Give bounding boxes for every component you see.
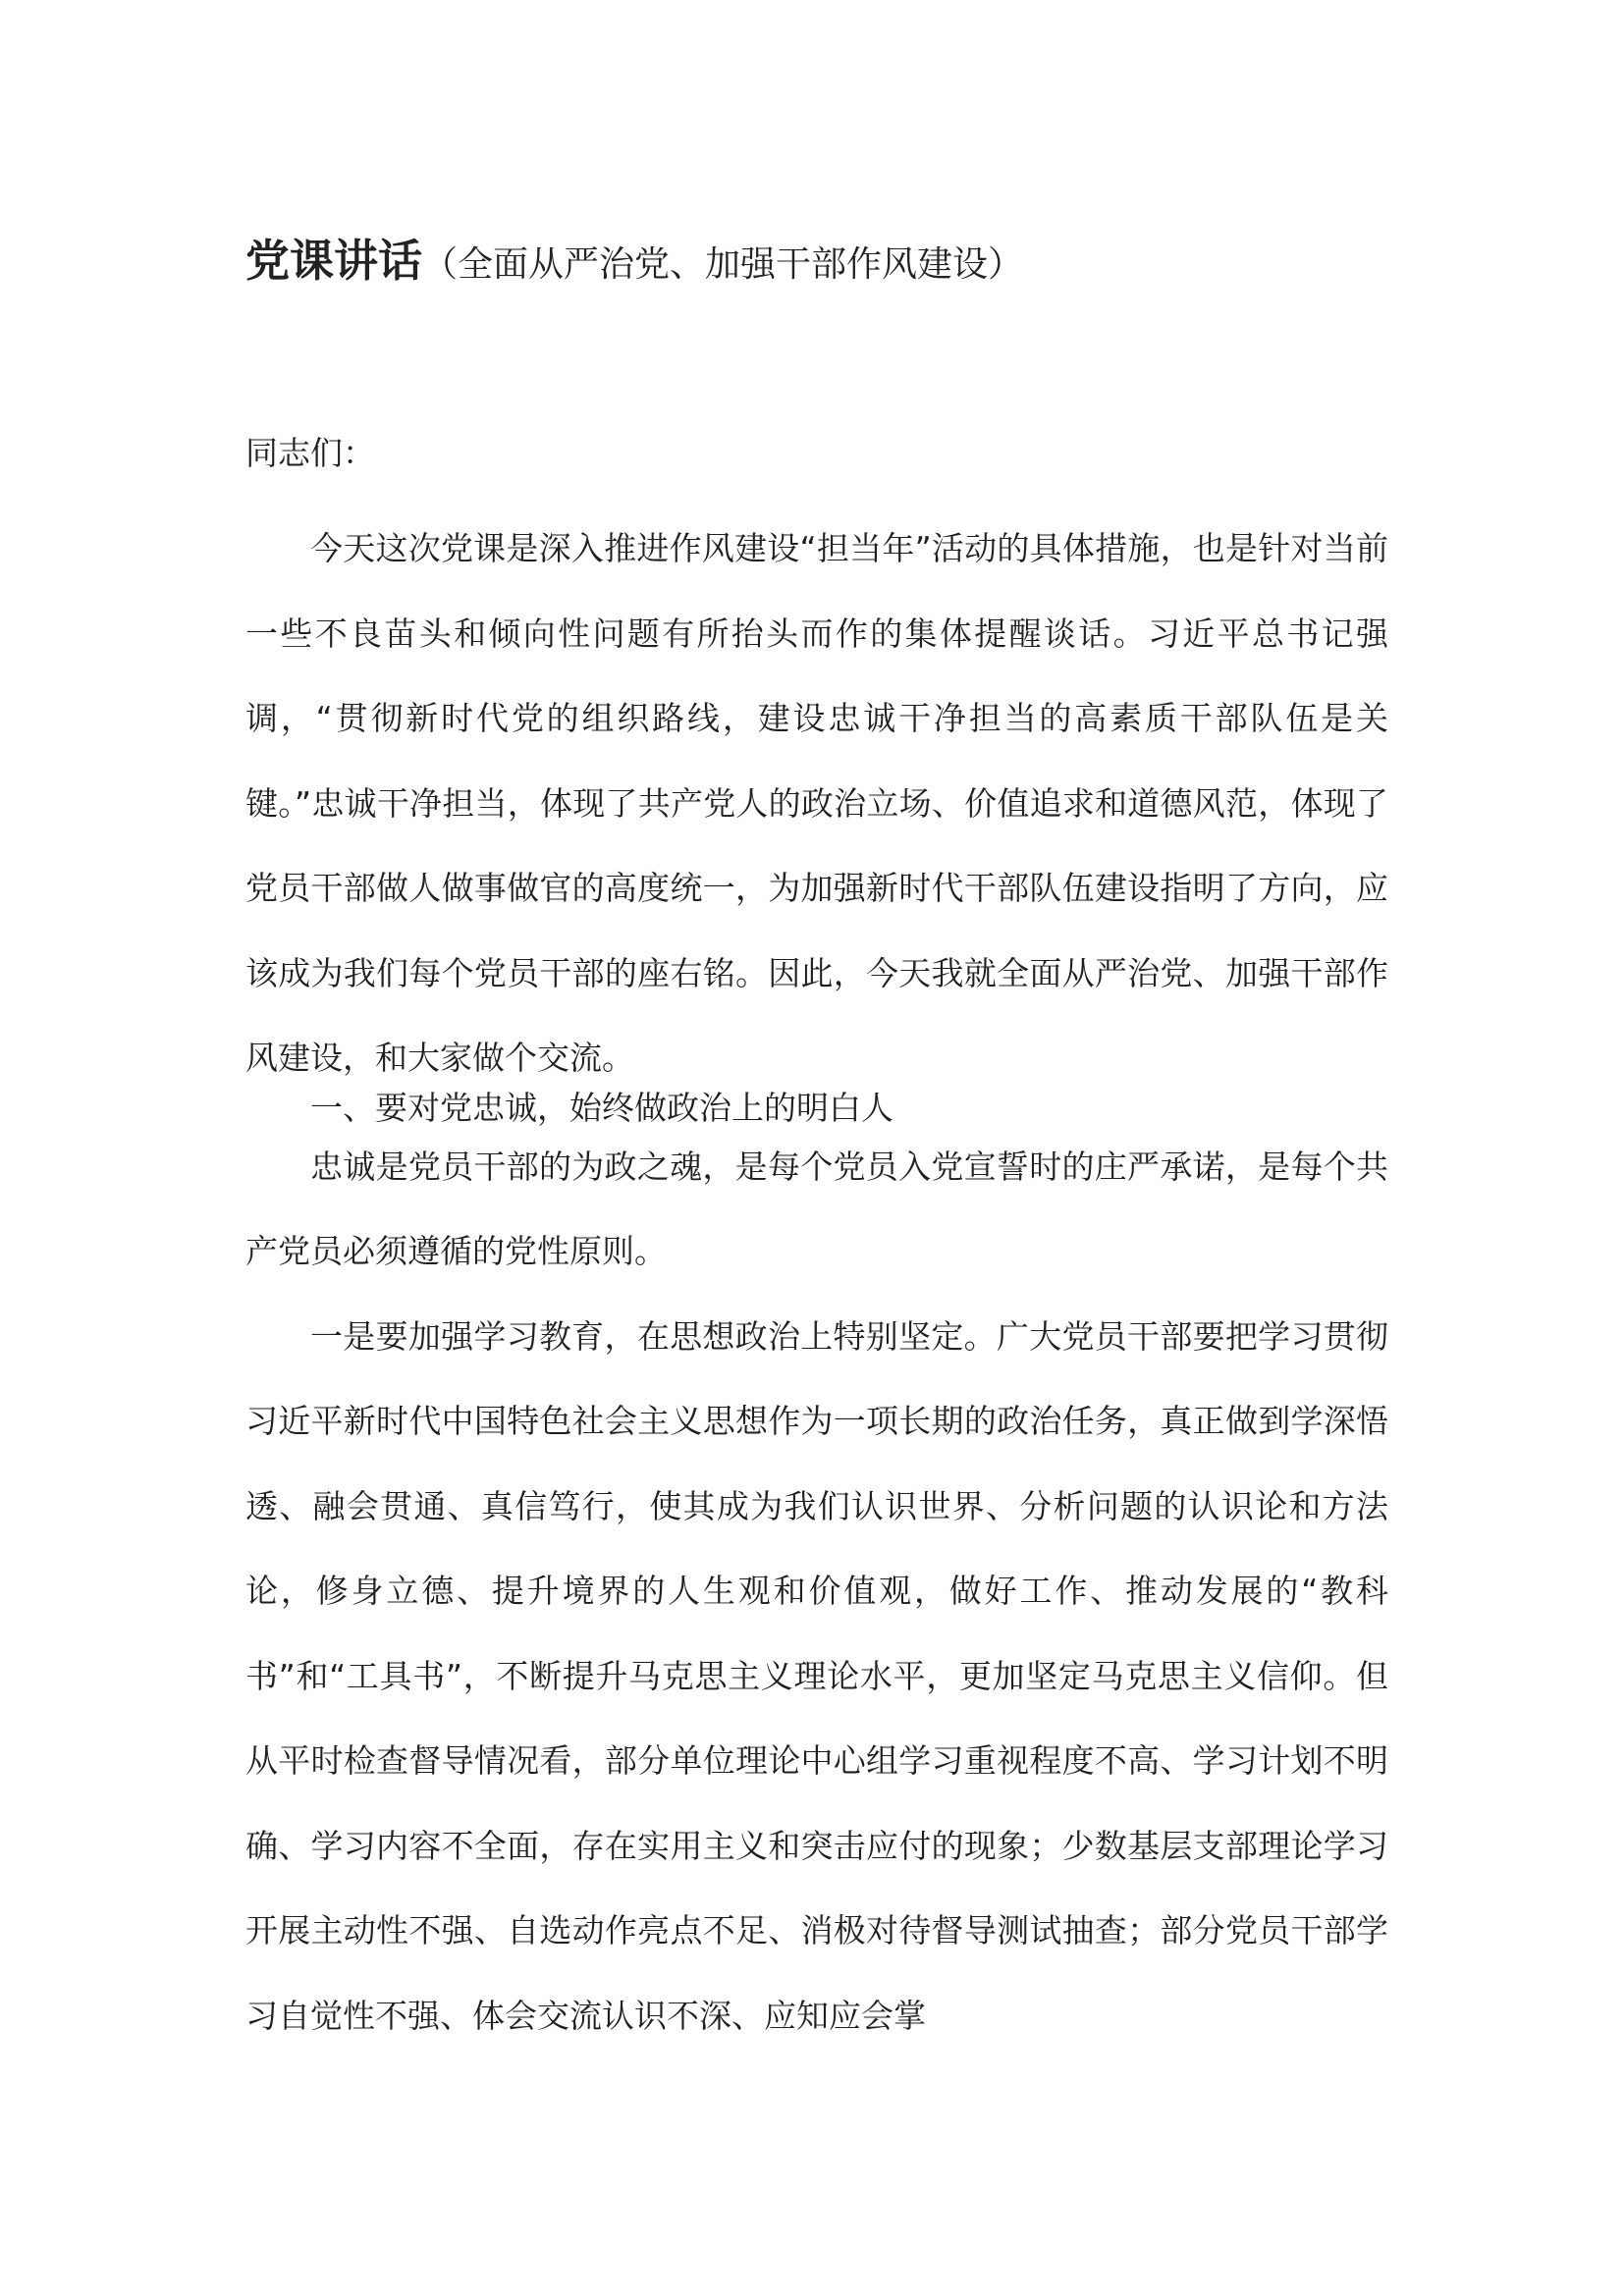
document-title bbox=[245, 230, 1404, 302]
title-subtitle: （全面从严治党、加强干部作风建设） bbox=[422, 244, 1024, 285]
intro-paragraph: 今天这次党课是深入推进作风建设“担当年”活动的具体措施，也是针对当前一些不良苗头和倾向性问题有所抬头而作的集体提醒谈话。习近平总书记强调，“贯彻新时代党的组织路线，建设忠诚干净担当的高素质干部队伍是关键。”忠诚干净担当，体现了共产党人的政治立场、价值追求和道德风范，体现了党员干部做人做事做官的高度统一，为加强新时代干部队伍建设指明了方向，应该成为我们每个党员干部的座右铭。因此，今天我就全面从严治党、加强干部作风建设，和大家做个交流。 bbox=[245, 529, 1388, 1077]
section-heading-1: 一、要对党忠诚，始终做政治上的明白人 bbox=[310, 1088, 893, 1127]
section-1-point-1-paragraph: 一是要加强学习教育，在思想政治上特别坚定。广大党员干部要把学习贯彻习近平新时代中国特色社会主义思想作为一项长期的政治任务，真正做到学深悟透、融会贯通、真信笃行，使其成为我们认识世界、分析问题的认识论和方法论，修身立德、提升境界的人生观和价值观，做好工作、推动发展的“教科书”和“工具书”，不断提升马克思主义理论水平，更加坚定马克思主义信仰。但从平时检查督导情况看，部分单位理论中心组学习重视程度不高、学习计划不明确、学习内容不全面，存在实用主义和突击应付的现象；少数基层支部理论学习开展主动性不强、自选动作亮点不足、消极对待督导测试抽查；部分党员干部学习自觉性不强、体会交流认识不深、应知应会掌 bbox=[245, 1316, 1388, 2035]
title-main: 党课讲话 bbox=[245, 235, 423, 287]
document-body bbox=[245, 422, 1388, 2058]
salutation: 同志们： bbox=[245, 434, 375, 472]
section-1-lead-paragraph: 忠诚是党员干部的为政之魂，是每个党员入党宣誓时的庄严承诺，是每个共产党员必须遵循的党性原则。 bbox=[245, 1147, 1388, 1270]
